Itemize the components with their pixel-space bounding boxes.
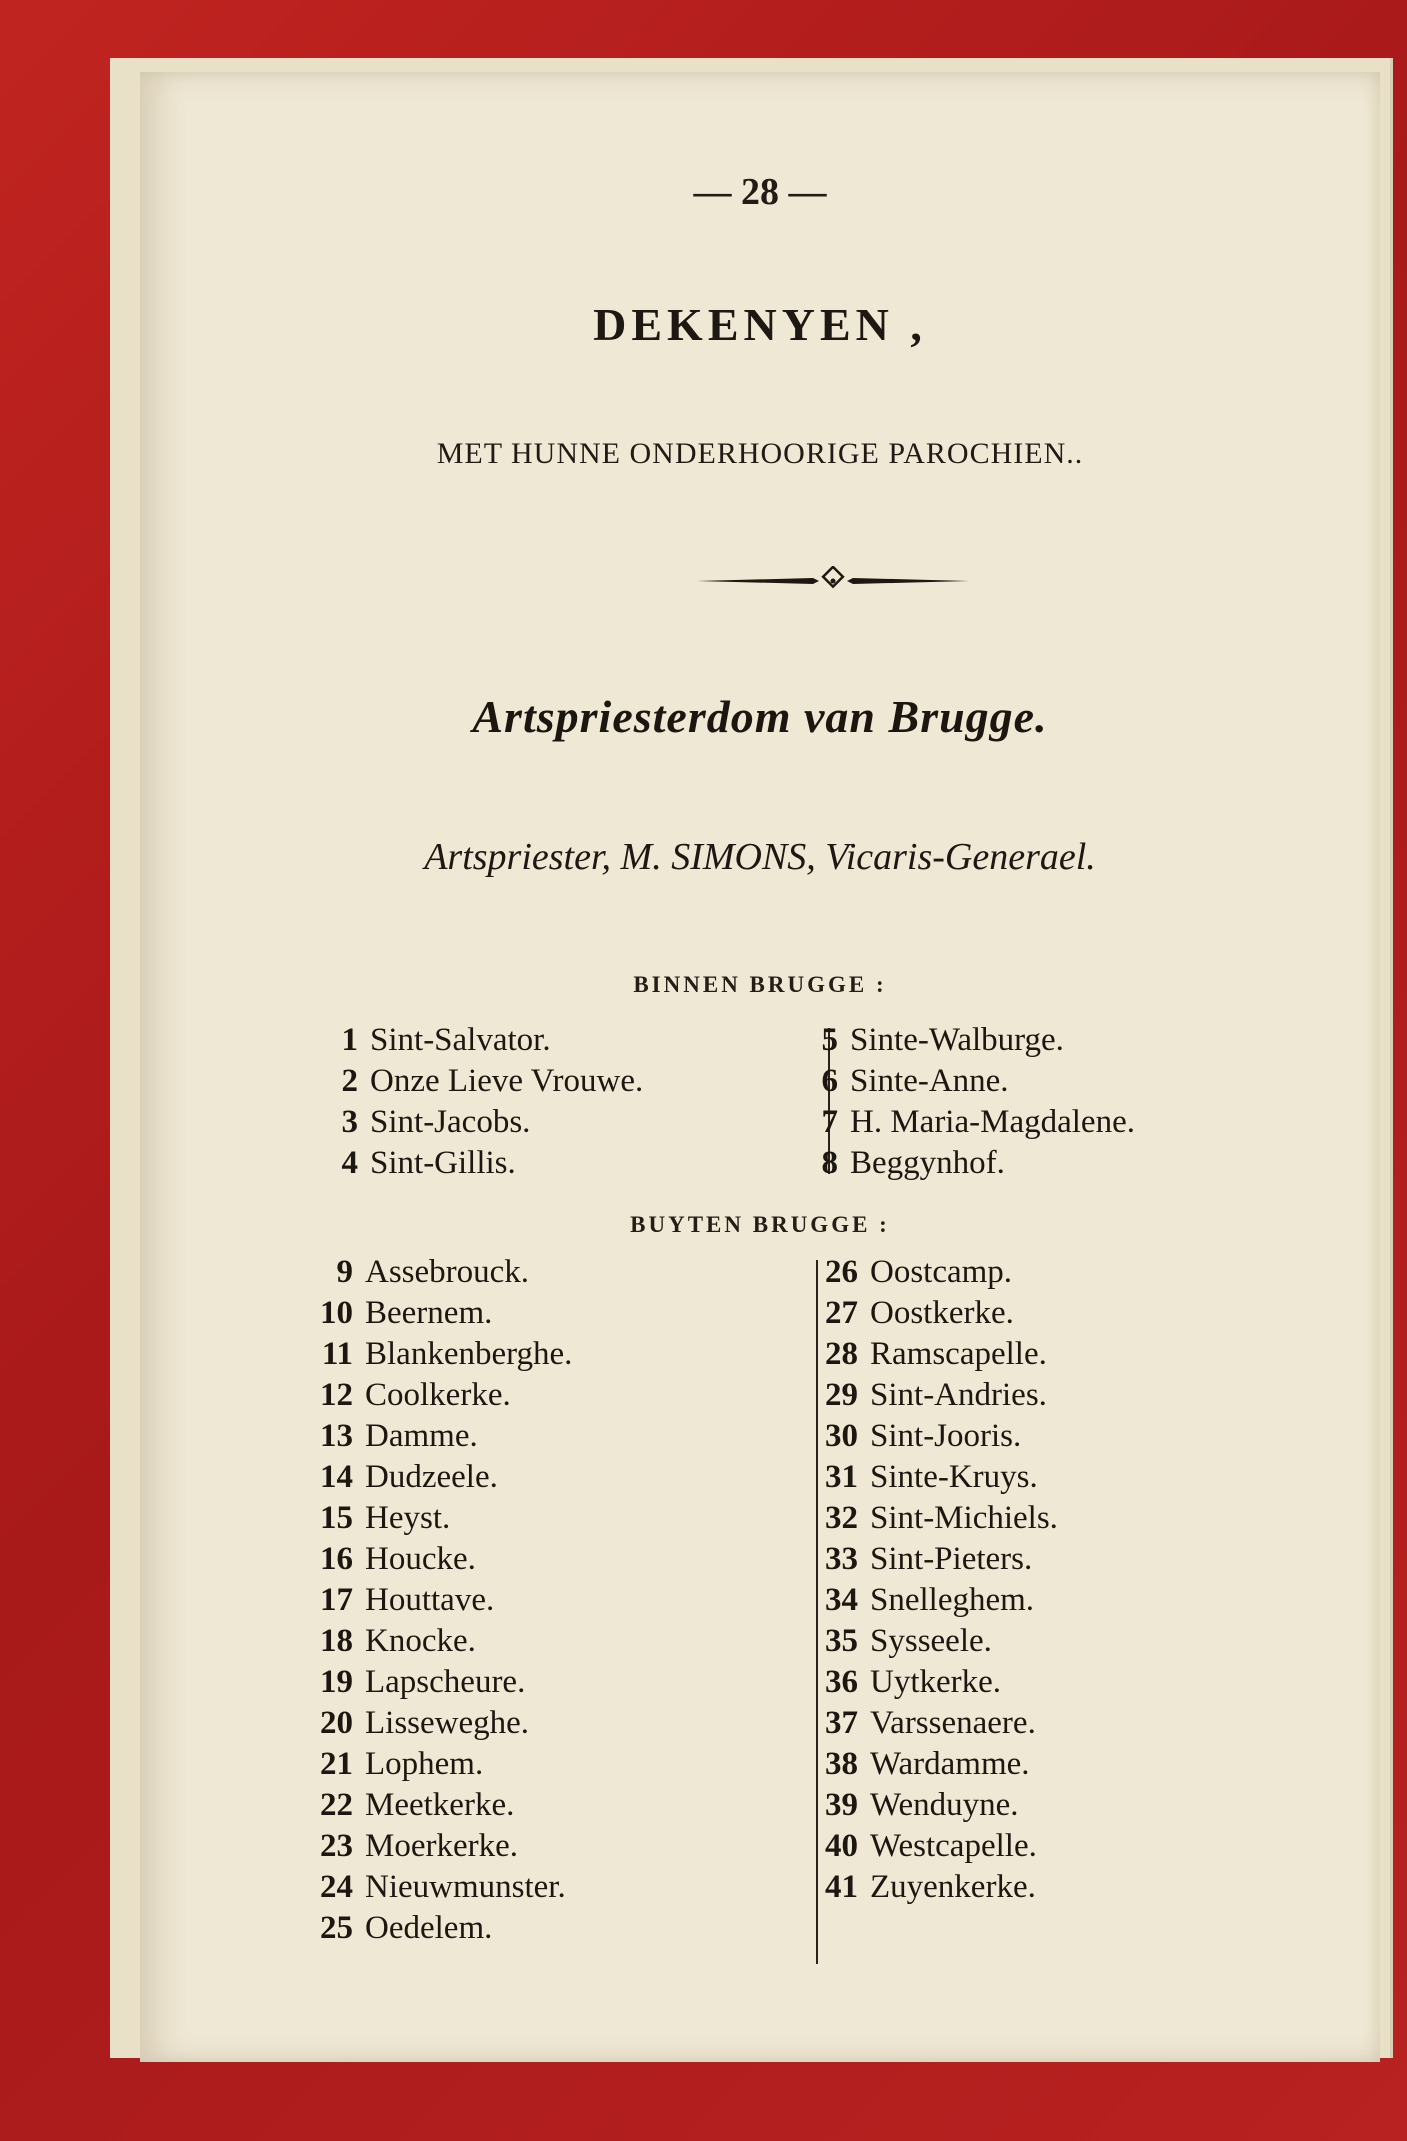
parish-item bbox=[295, 1785, 572, 1826]
parish-item bbox=[800, 1375, 1058, 1416]
parish-number: 22 bbox=[320, 1787, 353, 1823]
parish-item bbox=[800, 1580, 1058, 1621]
parish-name: Beernem. bbox=[365, 1295, 493, 1331]
parish-name: Sint-Salvator. bbox=[370, 1022, 551, 1058]
parish-item bbox=[800, 1785, 1058, 1826]
parish-name: Sinte-Walburge. bbox=[850, 1022, 1064, 1058]
parish-name: Assebrouck. bbox=[365, 1254, 530, 1290]
parish-number: 21 bbox=[320, 1746, 353, 1782]
parish-name: Oostcamp. bbox=[870, 1254, 1013, 1290]
parish-item bbox=[295, 1621, 572, 1662]
parish-item bbox=[300, 1143, 643, 1184]
parish-item bbox=[800, 1334, 1058, 1375]
parish-name: Beggynhof. bbox=[850, 1145, 1005, 1181]
parish-number: 16 bbox=[320, 1541, 353, 1577]
parish-item bbox=[295, 1539, 572, 1580]
parish-item bbox=[295, 1867, 572, 1908]
parish-name: Sint-Andries. bbox=[870, 1377, 1047, 1413]
parish-number: 28 bbox=[825, 1336, 858, 1372]
page-title: DEKENYEN , bbox=[593, 299, 927, 350]
parish-item bbox=[800, 1826, 1058, 1867]
parish-item bbox=[780, 1102, 1135, 1143]
buyten-heading: BUYTEN BRUGGE : bbox=[630, 1212, 890, 1237]
parish-number: 30 bbox=[825, 1418, 858, 1454]
parish-name: Oostkerke. bbox=[870, 1295, 1014, 1331]
parish-name: Sint-Jooris. bbox=[870, 1418, 1022, 1454]
parish-name: Blankenberghe. bbox=[365, 1336, 573, 1372]
parish-item bbox=[780, 1020, 1135, 1061]
parish-name: Uytkerke. bbox=[870, 1664, 1002, 1700]
parish-number: 20 bbox=[320, 1705, 353, 1741]
parish-number: 40 bbox=[825, 1828, 858, 1864]
parish-number: 24 bbox=[320, 1869, 353, 1905]
parish-name: Sint-Pieters. bbox=[870, 1541, 1033, 1577]
parish-item bbox=[800, 1744, 1058, 1785]
parish-name: Lophem. bbox=[365, 1746, 484, 1782]
parish-name: Sint-Jacobs. bbox=[370, 1104, 531, 1140]
buyten-left-list bbox=[295, 1252, 572, 1949]
parish-number: 4 bbox=[341, 1145, 358, 1181]
parish-name: Knocke. bbox=[365, 1623, 476, 1659]
parish-number: 5 bbox=[821, 1022, 838, 1058]
parish-number: 25 bbox=[320, 1910, 353, 1946]
parish-number: 3 bbox=[341, 1104, 358, 1140]
section-title: Artspriesterdom van Brugge. bbox=[472, 691, 1048, 742]
parish-name: Meetkerke. bbox=[365, 1787, 515, 1823]
parish-item bbox=[295, 1252, 572, 1293]
parish-item bbox=[295, 1457, 572, 1498]
parish-item bbox=[295, 1580, 572, 1621]
parish-number: 14 bbox=[320, 1459, 353, 1495]
parish-name: Lisseweghe. bbox=[365, 1705, 530, 1741]
parish-name: Sint-Gillis. bbox=[370, 1145, 516, 1181]
parish-name: Houttave. bbox=[365, 1582, 495, 1618]
parish-item bbox=[800, 1293, 1058, 1334]
parish-item bbox=[295, 1826, 572, 1867]
parish-number: 26 bbox=[825, 1254, 858, 1290]
parish-item bbox=[300, 1061, 643, 1102]
parish-number: 11 bbox=[321, 1336, 353, 1372]
parish-number: 41 bbox=[825, 1869, 858, 1905]
parish-name: Wardamme. bbox=[870, 1746, 1030, 1782]
parish-name: Damme. bbox=[365, 1418, 478, 1454]
page-number: — 28 — bbox=[693, 171, 827, 213]
parish-item bbox=[295, 1416, 572, 1457]
parish-name: Snelleghem. bbox=[870, 1582, 1035, 1618]
parish-number: 34 bbox=[825, 1582, 858, 1618]
parish-item bbox=[780, 1143, 1135, 1184]
parish-name: Lapscheure. bbox=[365, 1664, 526, 1700]
parish-name: Westcapelle. bbox=[870, 1828, 1037, 1864]
parish-number: 23 bbox=[320, 1828, 353, 1864]
parish-name: Sinte-Anne. bbox=[850, 1063, 1009, 1099]
page-subtitle: MET HUNNE ONDERHOORIGE PAROCHIEN.. bbox=[436, 437, 1084, 470]
parish-item bbox=[800, 1867, 1058, 1908]
parish-item bbox=[295, 1293, 572, 1334]
parish-name: Moerkerke. bbox=[365, 1828, 519, 1864]
parish-item bbox=[800, 1416, 1058, 1457]
parish-name: Onze Lieve Vrouwe. bbox=[370, 1063, 644, 1099]
parish-number: 18 bbox=[320, 1623, 353, 1659]
parish-number: 12 bbox=[320, 1377, 353, 1413]
parish-name: Oedelem. bbox=[365, 1910, 493, 1946]
parish-item bbox=[800, 1621, 1058, 1662]
parish-item bbox=[300, 1020, 643, 1061]
parish-number: 10 bbox=[320, 1295, 353, 1331]
binnen-right-list bbox=[780, 1020, 1135, 1184]
parish-number: 29 bbox=[825, 1377, 858, 1413]
parish-item bbox=[800, 1498, 1058, 1539]
parish-number: 1 bbox=[341, 1022, 358, 1058]
parish-name: Ramscapelle. bbox=[870, 1336, 1047, 1372]
parish-name: Heyst. bbox=[365, 1500, 451, 1536]
parish-number: 37 bbox=[825, 1705, 858, 1741]
parish-name: Zuyenkerke. bbox=[870, 1869, 1036, 1905]
ornament-divider-icon bbox=[693, 566, 973, 596]
parish-number: 38 bbox=[825, 1746, 858, 1782]
parish-number: 32 bbox=[825, 1500, 858, 1536]
parish-item bbox=[800, 1703, 1058, 1744]
parish-number: 31 bbox=[825, 1459, 858, 1495]
parish-name: Sint-Michiels. bbox=[870, 1500, 1058, 1536]
parish-number: 9 bbox=[336, 1254, 353, 1290]
book-page bbox=[140, 72, 1380, 2062]
parish-number: 35 bbox=[825, 1623, 858, 1659]
parish-name: Wenduyne. bbox=[870, 1787, 1019, 1823]
parish-item bbox=[295, 1498, 572, 1539]
parish-item bbox=[295, 1908, 572, 1949]
parish-number: 33 bbox=[825, 1541, 858, 1577]
parish-number: 17 bbox=[320, 1582, 353, 1618]
parish-number: 2 bbox=[341, 1063, 358, 1099]
buyten-right-list bbox=[800, 1252, 1058, 1908]
parish-name: Nieuwmunster. bbox=[365, 1869, 566, 1905]
parish-name: Sinte-Kruys. bbox=[870, 1459, 1038, 1495]
parish-number: 19 bbox=[320, 1664, 353, 1700]
parish-item bbox=[300, 1102, 643, 1143]
parish-item bbox=[780, 1061, 1135, 1102]
parish-item bbox=[295, 1662, 572, 1703]
parish-item bbox=[295, 1744, 572, 1785]
parish-number: 7 bbox=[821, 1104, 838, 1140]
parish-number: 8 bbox=[821, 1145, 838, 1181]
byline: Artspriester, M. SIMONS, Vicaris-Generael. bbox=[424, 836, 1096, 878]
parish-name: Coolkerke. bbox=[365, 1377, 511, 1413]
parish-number: 15 bbox=[320, 1500, 353, 1536]
parish-number: 36 bbox=[825, 1664, 858, 1700]
parish-name: Houcke. bbox=[365, 1541, 476, 1577]
parish-name: Dudzeele. bbox=[365, 1459, 498, 1495]
parish-number: 6 bbox=[821, 1063, 838, 1099]
parish-name: Sysseele. bbox=[870, 1623, 992, 1659]
parish-item bbox=[800, 1539, 1058, 1580]
parish-item bbox=[295, 1703, 572, 1744]
parish-number: 39 bbox=[825, 1787, 858, 1823]
parish-number: 13 bbox=[320, 1418, 353, 1454]
parish-item bbox=[800, 1457, 1058, 1498]
parish-name: H. Maria-Magdalene. bbox=[850, 1104, 1135, 1140]
binnen-left-list bbox=[300, 1020, 643, 1184]
parish-item bbox=[800, 1252, 1058, 1293]
parish-item bbox=[800, 1662, 1058, 1703]
binnen-heading: BINNEN BRUGGE : bbox=[633, 972, 887, 997]
parish-item bbox=[295, 1334, 572, 1375]
parish-number: 27 bbox=[825, 1295, 858, 1331]
parish-item bbox=[295, 1375, 572, 1416]
parish-name: Varssenaere. bbox=[870, 1705, 1036, 1741]
